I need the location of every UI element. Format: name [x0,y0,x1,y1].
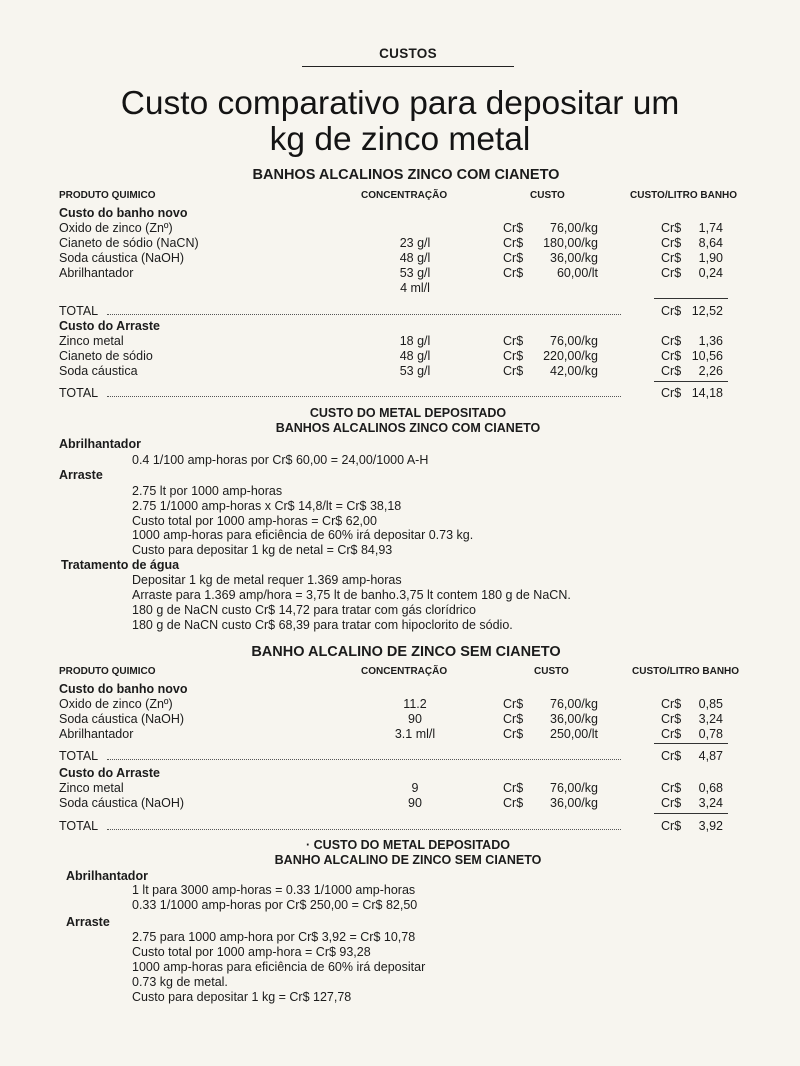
noncyanide-heading: BANHO ALCALINO DE ZINCO SEM CIANETO [251,644,561,660]
water-treatment-label: Tratamento de água [61,558,180,572]
currency: Cr$ [503,364,524,378]
calc-line: Custo para depositar 1 kg = Cr$ 127,78 [132,990,352,1004]
currency: Cr$ [503,697,524,711]
page-title-line-2: kg de zinco metal [269,121,531,158]
metal-cost-heading: CUSTO DO METAL DEPOSITADO [309,406,507,420]
metal-cost-subheading: BANHO ALCALINO DE ZINCO SEM CIANETO [274,853,542,867]
cost-per-liter: 0,24 [698,266,723,280]
metal-cost-subheading: BANHOS ALCALINOS ZINCO COM CIANETO [275,421,541,435]
currency: Cr$ [503,221,524,235]
col-header-cost-per-liter: CUSTO/LITRO BANHO [632,666,740,677]
currency: Cr$ [503,251,524,265]
sum-rule [654,381,728,382]
page-title-line-1: Custo comparativo para depositar um [120,85,680,122]
col-header-concentration: CONCENTRAÇÃO [361,666,448,677]
currency: Cr$ [661,697,682,711]
new-bath-label: Custo do banho novo [59,206,188,220]
unit-cost: 36,00/kg [550,251,598,265]
calc-line: Custo para depositar 1 kg de netal = Cr$ 84,93 [132,543,393,557]
currency: Cr$ [661,236,682,250]
calc-line: Custo total por 1000 amp-hora = Cr$ 93,28 [132,945,371,959]
unit-cost: 250,00/lt [550,727,598,741]
cost-per-liter: 10,56 [691,349,723,363]
unit-cost: 36,00/kg [550,796,598,810]
col-header-cost: CUSTO [530,190,565,201]
calc-line: 180 g de NaCN custo Cr$ 14,72 para tratar com gás clorídrico [132,603,476,617]
product-name: Abrilhantador [59,266,134,280]
concentration: 11.2 [403,697,427,711]
product-name: Cianeto de sódio [59,349,153,363]
calc-line: 1000 amp-horas para eficiência de 60% irá depositar 0.73 kg. [132,528,474,542]
sum-rule [654,298,728,299]
dragout-label: Custo do Arraste [59,319,160,333]
cost-per-liter: 0,85 [698,697,723,711]
calc-line: 2.75 lt por 1000 amp-horas [132,484,283,498]
concentration: 90 [408,712,422,726]
cost-per-liter: 0,68 [698,781,723,795]
concentration: 53 g/l [399,266,431,280]
currency: Cr$ [503,781,524,795]
total-value: 3,92 [698,819,723,833]
currency: Cr$ [661,364,682,378]
calc-line: 0.33 1/1000 amp-horas por Cr$ 250,00 = Cr$ 82,50 [132,898,418,912]
concentration: 3.1 ml/l [394,727,436,741]
calc-line: Arraste para 1.369 amp/hora = 3,75 lt de banho.3,75 lt contem 180 g de NaCN. [132,588,571,602]
product-name: Zinco metal [59,781,124,795]
currency: Cr$ [503,712,524,726]
total-label: TOTAL [59,749,99,763]
total-value: 12,52 [691,304,723,318]
total-currency: Cr$ [661,819,682,833]
dragout-calc-label: Arraste [59,468,103,482]
concentration: 23 g/l [399,236,431,250]
cyanide-heading: BANHOS ALCALINOS ZINCO COM CIANETO [252,167,560,183]
total-label: TOTAL [59,386,99,400]
calc-line: 0.4 1/100 amp-horas por Cr$ 60,00 = 24,00/1000 A-H [132,453,429,467]
dragout-calc-label: Arraste [66,915,110,929]
unit-cost: 76,00/kg [550,697,598,711]
dot-leader [107,396,621,397]
total-label: TOTAL [59,304,99,318]
product-name: Soda cáustica (NaOH) [59,796,185,810]
cost-per-liter: 2,26 [698,364,723,378]
sum-rule [654,743,728,744]
product-name: Soda cáustica (NaOH) [59,712,185,726]
cost-per-liter: 3,24 [698,796,723,810]
extra-concentration: 4 ml/l [400,281,430,295]
col-header-product: PRODUTO QUIMICO [59,666,156,677]
dot-leader [107,829,621,830]
col-header-product: PRODUTO QUIMICO [59,190,156,201]
currency: Cr$ [503,349,524,363]
dot-leader [107,314,621,315]
product-name: Oxido de zinco (Znº) [59,221,173,235]
currency: Cr$ [661,334,682,348]
calc-line: Depositar 1 kg de metal requer 1.369 amp-horas [132,573,402,587]
metal-cost-heading: · CUSTO DO METAL DEPOSITADO [306,838,510,852]
unit-cost: 36,00/kg [550,712,598,726]
cost-per-liter: 1,74 [698,221,723,235]
concentration: 53 g/l [399,364,431,378]
product-name: Abrilhantador [59,727,134,741]
total-label: TOTAL [59,819,99,833]
sum-rule [654,813,728,814]
unit-cost: 76,00/kg [550,781,598,795]
calc-line: 2.75 para 1000 amp-hora por Cr$ 3,92 = Cr$ 10,78 [132,930,416,944]
total-value: 4,87 [698,749,723,763]
product-name: Soda cáustica (NaOH) [59,251,185,265]
calc-line: 1000 amp-horas para eficiência de 60% irá depositar [132,960,426,974]
cost-per-liter: 0,78 [698,727,723,741]
col-header-cost-per-liter: CUSTO/LITRO BANHO [630,190,738,201]
concentration: 18 g/l [399,334,431,348]
section-label: CUSTOS [379,46,437,61]
dragout-label: Custo do Arraste [59,766,160,780]
product-name: Cianeto de sódio (NaCN) [59,236,199,250]
product-name: Zinco metal [59,334,124,348]
currency: Cr$ [661,796,682,810]
currency: Cr$ [661,727,682,741]
section-rule [302,66,514,67]
unit-cost: 180,00/kg [543,236,598,250]
currency: Cr$ [661,781,682,795]
cost-per-liter: 1,36 [698,334,723,348]
total-currency: Cr$ [661,304,682,318]
unit-cost: 60,00/lt [556,266,598,280]
concentration: 48 g/l [399,251,431,265]
concentration: 48 g/l [399,349,431,363]
currency: Cr$ [661,349,682,363]
calc-line: 0.73 kg de metal. [132,975,228,989]
total-value: 14,18 [691,386,723,400]
currency: Cr$ [661,712,682,726]
calc-line: 2.75 1/1000 amp-horas x Cr$ 14,8/lt = Cr$ 38,18 [132,499,402,513]
currency: Cr$ [503,796,524,810]
total-currency: Cr$ [661,749,682,763]
currency: Cr$ [503,334,524,348]
cost-per-liter: 8,64 [698,236,723,250]
unit-cost: 42,00/kg [550,364,598,378]
unit-cost: 76,00/kg [550,334,598,348]
currency: Cr$ [503,266,524,280]
brightener-label: Abrilhantador [66,869,148,883]
currency: Cr$ [661,221,682,235]
concentration: 9 [411,781,419,795]
col-header-concentration: CONCENTRAÇÃO [361,190,448,201]
unit-cost: 76,00/kg [550,221,598,235]
cost-per-liter: 1,90 [698,251,723,265]
currency: Cr$ [503,727,524,741]
product-name: Oxido de zinco (Znº) [59,697,173,711]
calc-line: 1 lt para 3000 amp-horas = 0.33 1/1000 amp-horas [132,883,416,897]
calc-line: Custo total por 1000 amp-horas = Cr$ 62,00 [132,514,377,528]
col-header-cost: CUSTO [534,666,569,677]
cost-per-liter: 3,24 [698,712,723,726]
currency: Cr$ [503,236,524,250]
dot-leader [107,759,621,760]
unit-cost: 220,00/kg [543,349,598,363]
concentration: 90 [408,796,422,810]
brightener-label: Abrilhantador [59,437,141,451]
total-currency: Cr$ [661,386,682,400]
currency: Cr$ [661,266,682,280]
currency: Cr$ [661,251,682,265]
new-bath-label: Custo do banho novo [59,682,188,696]
product-name: Soda cáustica [59,364,138,378]
calc-line: 180 g de NaCN custo Cr$ 68,39 para tratar com hipoclorito de sódio. [132,618,513,632]
